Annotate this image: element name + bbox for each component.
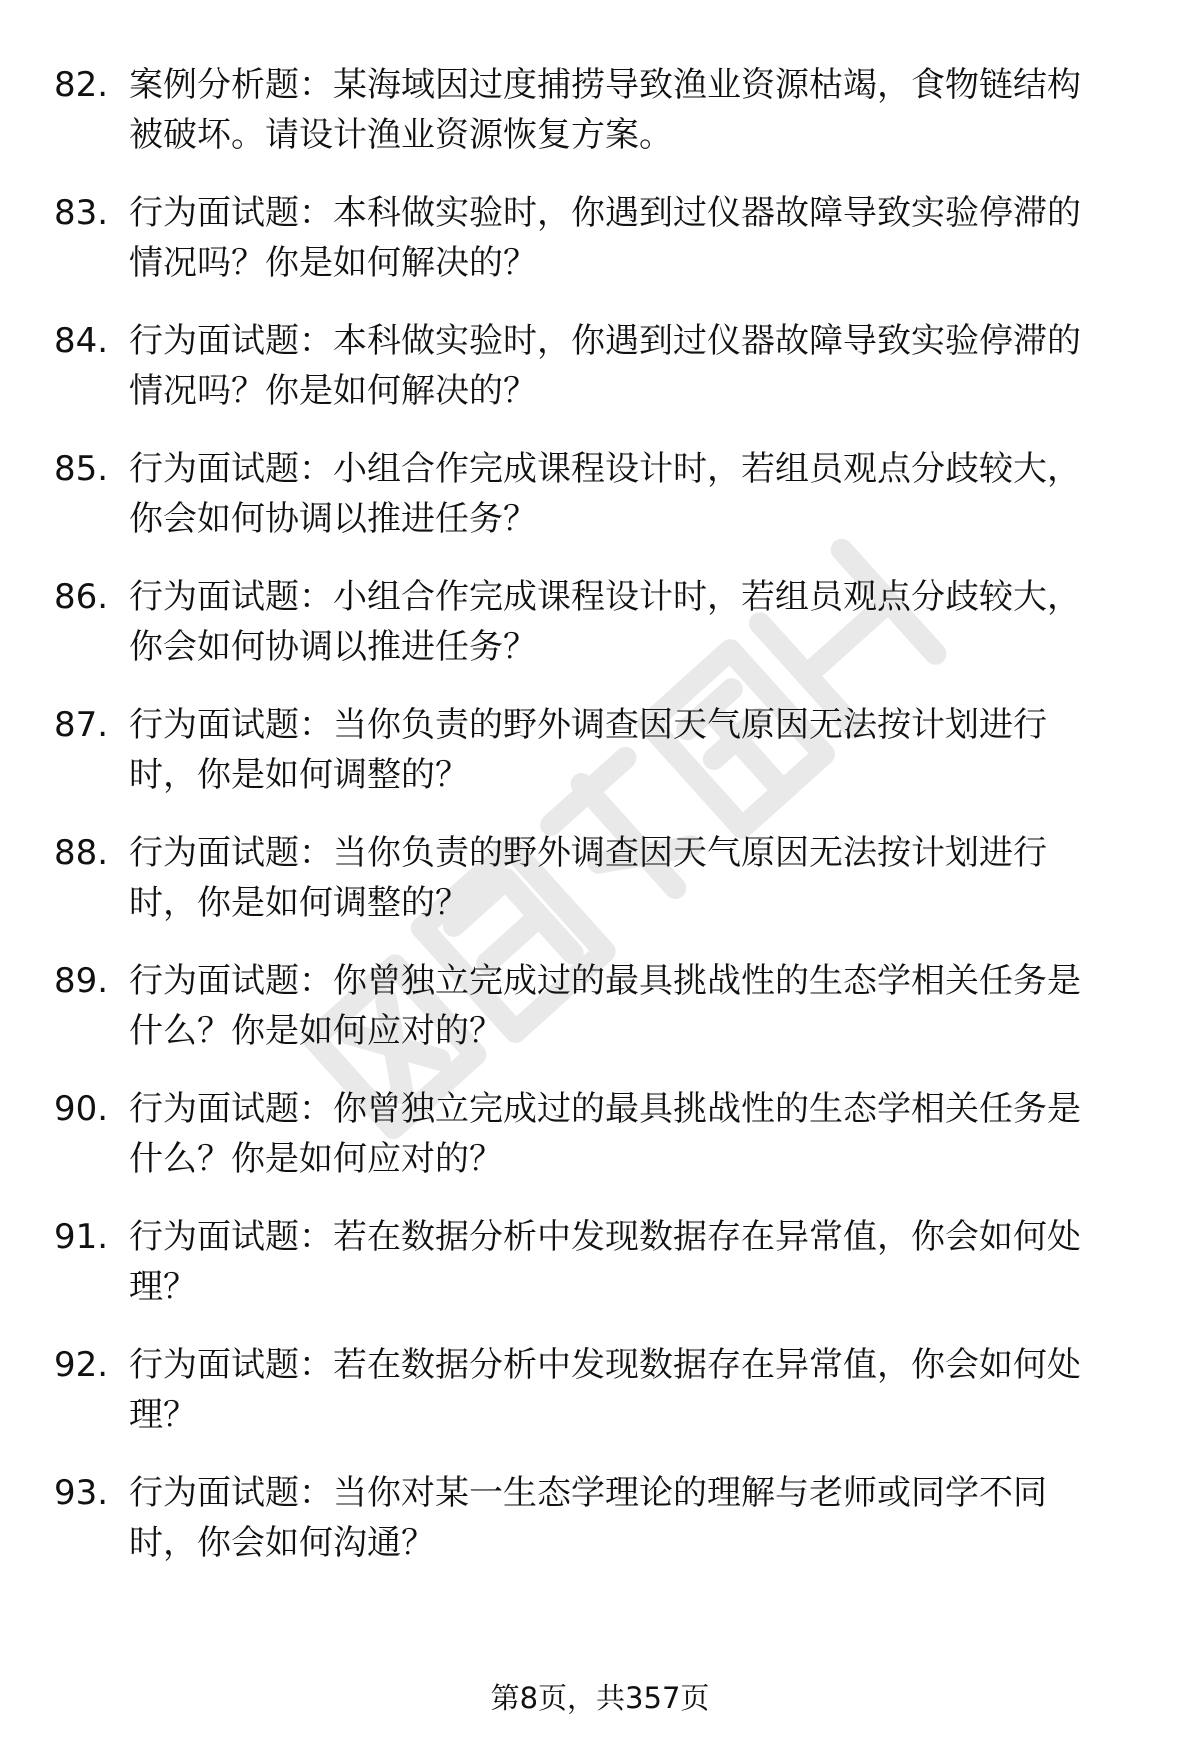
question-line: 你会如何协调以推进任务？ [129,499,537,539]
question-line: 理？ [129,1395,197,1435]
list-item [0,828,1200,934]
list-item [0,956,1200,1062]
list-item [0,700,1200,806]
question-line: 情况吗？你是如何解决的？ [129,371,537,411]
question-list [0,60,1200,1596]
question-line: 时，你是如何调整的？ [129,883,469,923]
question-text [129,572,1139,672]
question-number: 85. [54,449,109,489]
question-line: 行为面试题：小组合作完成课程设计时，若组员观点分歧较大， [129,449,1081,489]
question-number: 82. [54,65,109,105]
question-number: 92. [54,1345,109,1385]
list-item [0,1340,1200,1446]
question-text [129,316,1139,416]
question-line: 行为面试题：当你对某一生态学理论的理解与老师或同学不同 [129,1473,1047,1513]
question-line: 行为面试题：若在数据分析中发现数据存在异常值，你会如何处 [129,1217,1081,1257]
list-item [0,1084,1200,1190]
question-line: 行为面试题：当你负责的野外调查因天气原因无法按计划进行 [129,833,1047,873]
question-text [129,188,1139,288]
question-line: 理？ [129,1267,197,1307]
question-line: 被破坏。请设计渔业资源恢复方案。 [129,115,673,155]
question-number: 87. [54,705,109,745]
question-line: 行为面试题：当你负责的野外调查因天气原因无法按计划进行 [129,705,1047,745]
question-number: 90. [54,1089,109,1129]
question-text [129,1084,1139,1184]
list-item [0,188,1200,294]
question-number: 88. [54,833,109,873]
list-item [0,444,1200,550]
list-item [0,1212,1200,1318]
page-footer: 第8页，共357页 [490,1681,710,1715]
question-text [129,1468,1139,1568]
question-text [129,700,1139,800]
question-text [129,956,1139,1056]
question-line: 什么？你是如何应对的？ [129,1139,503,1179]
question-line: 行为面试题：小组合作完成课程设计时，若组员观点分歧较大， [129,577,1081,617]
question-line: 行为面试题：本科做实验时，你遇到过仪器故障导致实验停滞的 [129,193,1081,233]
question-line: 行为面试题：若在数据分析中发现数据存在异常值，你会如何处 [129,1345,1081,1385]
question-line: 什么？你是如何应对的？ [129,1011,503,1051]
question-line: 行为面试题：你曾独立完成过的最具挑战性的生态学相关任务是 [129,961,1081,1001]
question-number: 91. [54,1217,109,1257]
question-number: 83. [54,193,109,233]
question-text [129,444,1139,544]
question-text [129,828,1139,928]
question-text [129,1212,1139,1312]
question-line: 案例分析题：某海域因过度捕捞导致渔业资源枯竭，食物链结构 [129,65,1081,105]
question-number: 86. [54,577,109,617]
list-item [0,572,1200,678]
question-text [129,60,1139,160]
list-item [0,60,1200,166]
question-number: 93. [54,1473,109,1513]
question-line: 行为面试题：本科做实验时，你遇到过仪器故障导致实验停滞的 [129,321,1081,361]
question-line: 时，你会如何沟通？ [129,1523,435,1563]
question-line: 时，你是如何调整的？ [129,755,469,795]
question-line: 情况吗？你是如何解决的？ [129,243,537,283]
question-line: 你会如何协调以推进任务？ [129,627,537,667]
list-item [0,316,1200,422]
question-number: 89. [54,961,109,1001]
question-text [129,1340,1139,1440]
question-number: 84. [54,321,109,361]
question-line: 行为面试题：你曾独立完成过的最具挑战性的生态学相关任务是 [129,1089,1081,1129]
list-item [0,1468,1200,1574]
